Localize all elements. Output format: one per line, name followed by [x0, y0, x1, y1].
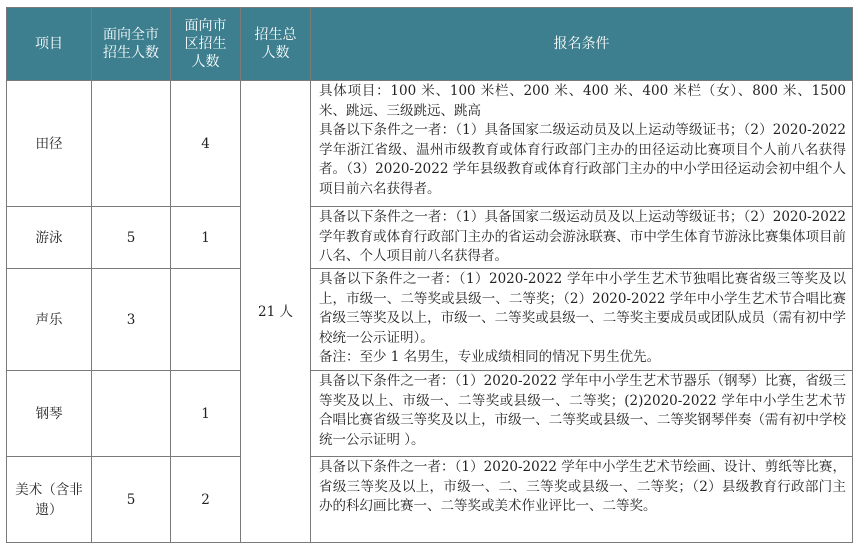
city-quota-cell [92, 371, 171, 457]
header-city-quota: 面向全市招生人数 [92, 8, 171, 81]
requirement-text: 具备以下条件之一者：（1）2020-2022 学年中小学生艺术节绘画、设计、剪纸等比赛，省级三等奖及以上，市级一、二、三等奖或县级一、二等奖；（2）县级教育行政部门主办的科幻画比赛一、二等奖或美术作业评比一、二等奖。 [319, 459, 846, 514]
district-quota-cell: 2 [171, 457, 241, 543]
total-cell: 21 人 [241, 81, 311, 543]
admission-table [6, 7, 853, 543]
city-quota-cell: 5 [92, 207, 171, 269]
district-quota-cell: 1 [171, 371, 241, 457]
requirement-text: 具备以下条件之一者：（1）2020-2022 学年中小学生艺术节器乐（钢琴）比赛，省级三等奖及以上、市级一、二等奖或县级一、二等奖；(2)2020-2022 学年中小学生艺术节合唱比赛省级三等奖及以上，市级一、二等奖或县级一、二等奖钢琴伴奏（需有初中学校统一公示证明 ）。 [319, 373, 846, 448]
header-district-quota: 面向市区招生人数 [171, 8, 241, 81]
header-requirements: 报名条件 [311, 8, 853, 81]
table-row-piano [7, 371, 853, 457]
city-quota-cell: 3 [92, 269, 171, 371]
table-row-swimming [7, 207, 853, 269]
header-project: 项目 [7, 8, 92, 81]
district-quota-cell [171, 269, 241, 371]
requirement-note: 备注：至少 1 名男生，专业成绩相同的情况下男生优先。 [319, 349, 661, 365]
requirement-text: 具备以下条件之一者：（1）具备国家二级运动员及以上运动等级证书；（2）2020-2022 学年浙江省级、温州市级教育或体育行政部门主办的田径运动比赛项目个人前八名获得者。（3）2020-2022 学年县级教育或体育行政部门主办的中小学田径运动会初中组个人项目前六名获得者。 [319, 122, 846, 197]
district-quota-cell: 1 [171, 207, 241, 269]
project-cell: 田径 [7, 81, 92, 207]
table-row-track [7, 81, 853, 207]
requirements-cell [311, 371, 853, 457]
project-cell: 声乐 [7, 269, 92, 371]
table-row-art [7, 457, 853, 543]
project-cell: 钢琴 [7, 371, 92, 457]
district-quota-cell: 4 [171, 81, 241, 207]
requirement-text: 具备以下条件之一者：（1）2020-2022 学年中小学生艺术节独唱比赛省级三等奖及以上，市级一、二等奖或县级一、二等奖；（2）2020-2022 学年中小学生艺术节合唱比赛省级三等奖及以上，市级一、二等奖或县级一、二等奖主要成员或团队成员（需有初中学校统一公示证明）。 [319, 271, 846, 346]
header-total: 招生总人数 [241, 8, 311, 81]
requirements-cell [311, 457, 853, 543]
requirements-cell [311, 81, 853, 207]
city-quota-cell [92, 81, 171, 207]
city-quota-cell: 5 [92, 457, 171, 543]
requirement-text: 具体项目：100 米、100 米栏、200 米、400 米、400 米栏（女）、800 米、1500 米、跳远、三级跳远、跳高 [319, 83, 846, 119]
requirements-cell [311, 207, 853, 269]
requirement-text: 具备以下条件之一者：（1）具备国家二级运动员及以上运动等级证书；（2）2020-2022 学年教育或体育行政部门主办的省运动会游泳联赛、市中学生体育节游泳比赛集体项目前八名、个人项目前八名获得者。 [319, 209, 846, 264]
header-row [7, 8, 853, 81]
project-cell: 美术（含非遗） [7, 457, 92, 543]
table-row-vocal [7, 269, 853, 371]
requirements-cell [311, 269, 853, 371]
project-cell: 游泳 [7, 207, 92, 269]
